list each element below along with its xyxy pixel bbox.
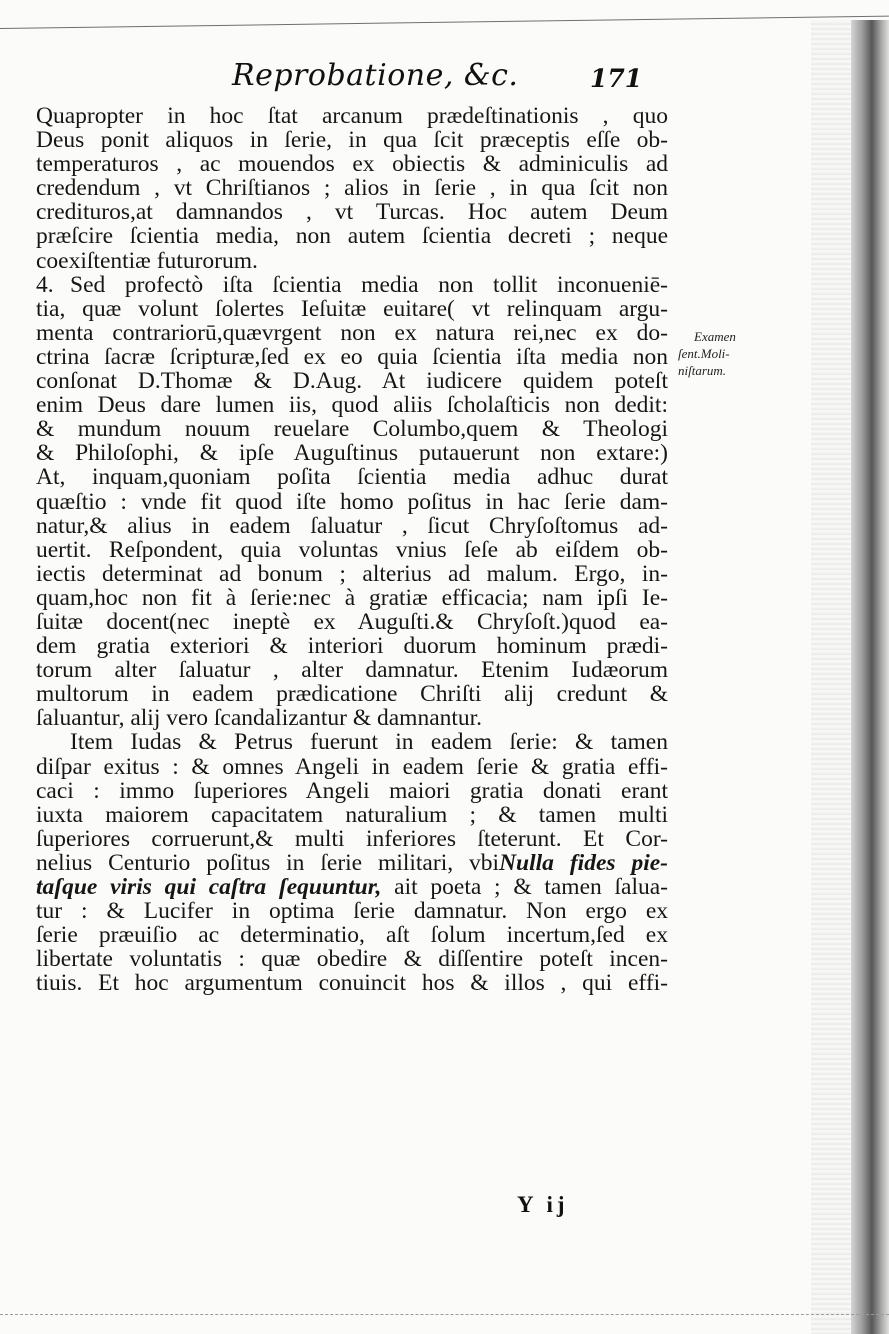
text-line: Item Iudas & Petrus fuerunt in eadem ſerie: & tamen: [70, 729, 668, 756]
text-line: credendum , vt Chriſtianos ; alios in ſerie , in qua ſcit non: [36, 175, 668, 202]
text-line: iectis determinat ad bonum ; alterius ad malum. Ergo, in-: [36, 560, 668, 587]
text-line: uertit. Reſpondent, quia voluntas vnius ſeſe ab eiſdem ob-: [36, 536, 668, 563]
text-line: natur,& alius in eadem ſaluatur , ſicut Chryſoſtomus ad-: [36, 512, 668, 539]
text-line: menta contrariorū,quævrgent non ex natura rei,nec ex do-: [36, 319, 668, 346]
text-fragment: ait poeta ; & tamen ſalua-: [381, 874, 669, 900]
text-fragment: nelius Centurio poſitus in ſerie militari, vbi: [36, 849, 500, 876]
text-line: Deus ponit aliquos in ſerie, in qua ſcit præceptis eſſe ob-: [36, 127, 668, 154]
main-text-block: [36, 104, 668, 995]
text-line: caci : immo ſuperiores Angeli maiori gratia donati erant: [36, 777, 668, 804]
text-line: enim Deus dare lumen iis, quod aliis ſcholaſticis non dedit:: [36, 392, 668, 419]
text-line: ſuperiores corruerunt,& multi inferiores ſteterunt. Et Cor-: [36, 825, 668, 852]
text-line: tiuis. Et hoc argumentum conuincit hos & illos , qui effi-: [36, 970, 668, 997]
text-line: diſpar exitus : & omnes Angeli in eadem ſerie & gratia effi-: [36, 753, 668, 780]
text-line: & mundum nouum reuelare Columbo,quem & Theologi: [36, 416, 668, 443]
verse-quote-start: Nulla fides pie-: [499, 849, 668, 876]
text-line: torum alter ſaluatur , alter damnatur. Etenim Iudæorum: [36, 657, 668, 684]
verse-quote-end: taſque viris qui caſtra ſequuntur,: [36, 874, 382, 900]
text-line: Quapropter in hoc ſtat arcanum prædeſtinationis , quo: [36, 103, 668, 129]
text-line: ctrina ſacræ ſcripturæ,ſed ex eo quia ſcientia iſta media non: [36, 343, 668, 370]
text-line: dem gratia exteriori & interiori duorum hominum prædi-: [36, 633, 668, 660]
text-line: conſonat D.Thomæ & D.Aug. At iudicere quidem poteſt: [36, 368, 668, 395]
running-head: Reprobatione, &c.: [232, 58, 519, 93]
page-top-edge: [0, 16, 889, 29]
text-line: tur : & Lucifer in optima ſerie damnatur. Non ergo ex: [36, 898, 668, 925]
text-line: & Philoſophi, & ipſe Auguſtinus putauerunt non extare:): [36, 440, 668, 467]
margin-note-line: Examen: [694, 329, 736, 344]
text-line: tia, quæ volunt ſolertes Ieſuitæ euitare( vt relinquam argu-: [36, 295, 668, 322]
text-line: ſerie præuiſio ac determinatio, aſt ſolum incertum,ſed ex: [36, 922, 668, 949]
page-number: 171: [590, 64, 643, 93]
text-line-with-quote: [36, 851, 668, 875]
text-line: ſaluantur, alij vero ſcandalizantur & damnantur.: [36, 705, 483, 732]
text-line: Sed profectò iſta ſcientia media non tollit inconueniē-: [70, 271, 668, 298]
text-line: credituros,at damnandos , vt Turcas. Hoc autem Deum: [36, 199, 668, 226]
margin-note-line: niſtarum.: [678, 363, 727, 378]
margin-note: [678, 328, 768, 379]
text-line: iuxta maiorem capacitatem naturalium ; & tamen multi: [36, 801, 668, 828]
text-line: quam,hoc non fit à ſerie:nec à gratiæ efficacia; nam ipſi Ie-: [36, 584, 668, 611]
text-line-with-quote: [36, 875, 668, 899]
paragraph-4-first-line: [36, 273, 668, 297]
text-line: multorum in eadem prædicatione Chriſti alij credunt &: [36, 681, 668, 708]
text-line: temperaturos , ac mouendos ex obiectis & adminiculis ad: [36, 151, 668, 178]
text-line: quæſtio : vnde fit quod iſte homo poſitus in hac ſerie dam-: [36, 488, 668, 515]
text-line: ſuitæ docent(nec ineptè ex Auguſti.& Chryſoſt.)quod ea-: [36, 608, 668, 635]
binding-gutter: [851, 20, 889, 1334]
page-header: [0, 58, 889, 102]
text-line: coexiſtentiæ futurorum.: [36, 247, 258, 274]
paragraph-number: 4.: [36, 271, 54, 298]
text-line: At, inquam,quoniam poſita ſcientia media adhuc durat: [36, 464, 668, 491]
text-line: libertate voluntatis : quæ obedire & diſſentire poteſt incen-: [36, 946, 668, 973]
signature-mark: Y ij: [517, 1192, 569, 1217]
gutter-shadow: [811, 20, 851, 1334]
page-bottom-edge: [0, 1314, 889, 1315]
margin-note-line: ſent.Moli-: [678, 346, 730, 361]
text-line: præſcire ſcientia media, non autem ſcientia decreti ; neque: [36, 223, 668, 250]
